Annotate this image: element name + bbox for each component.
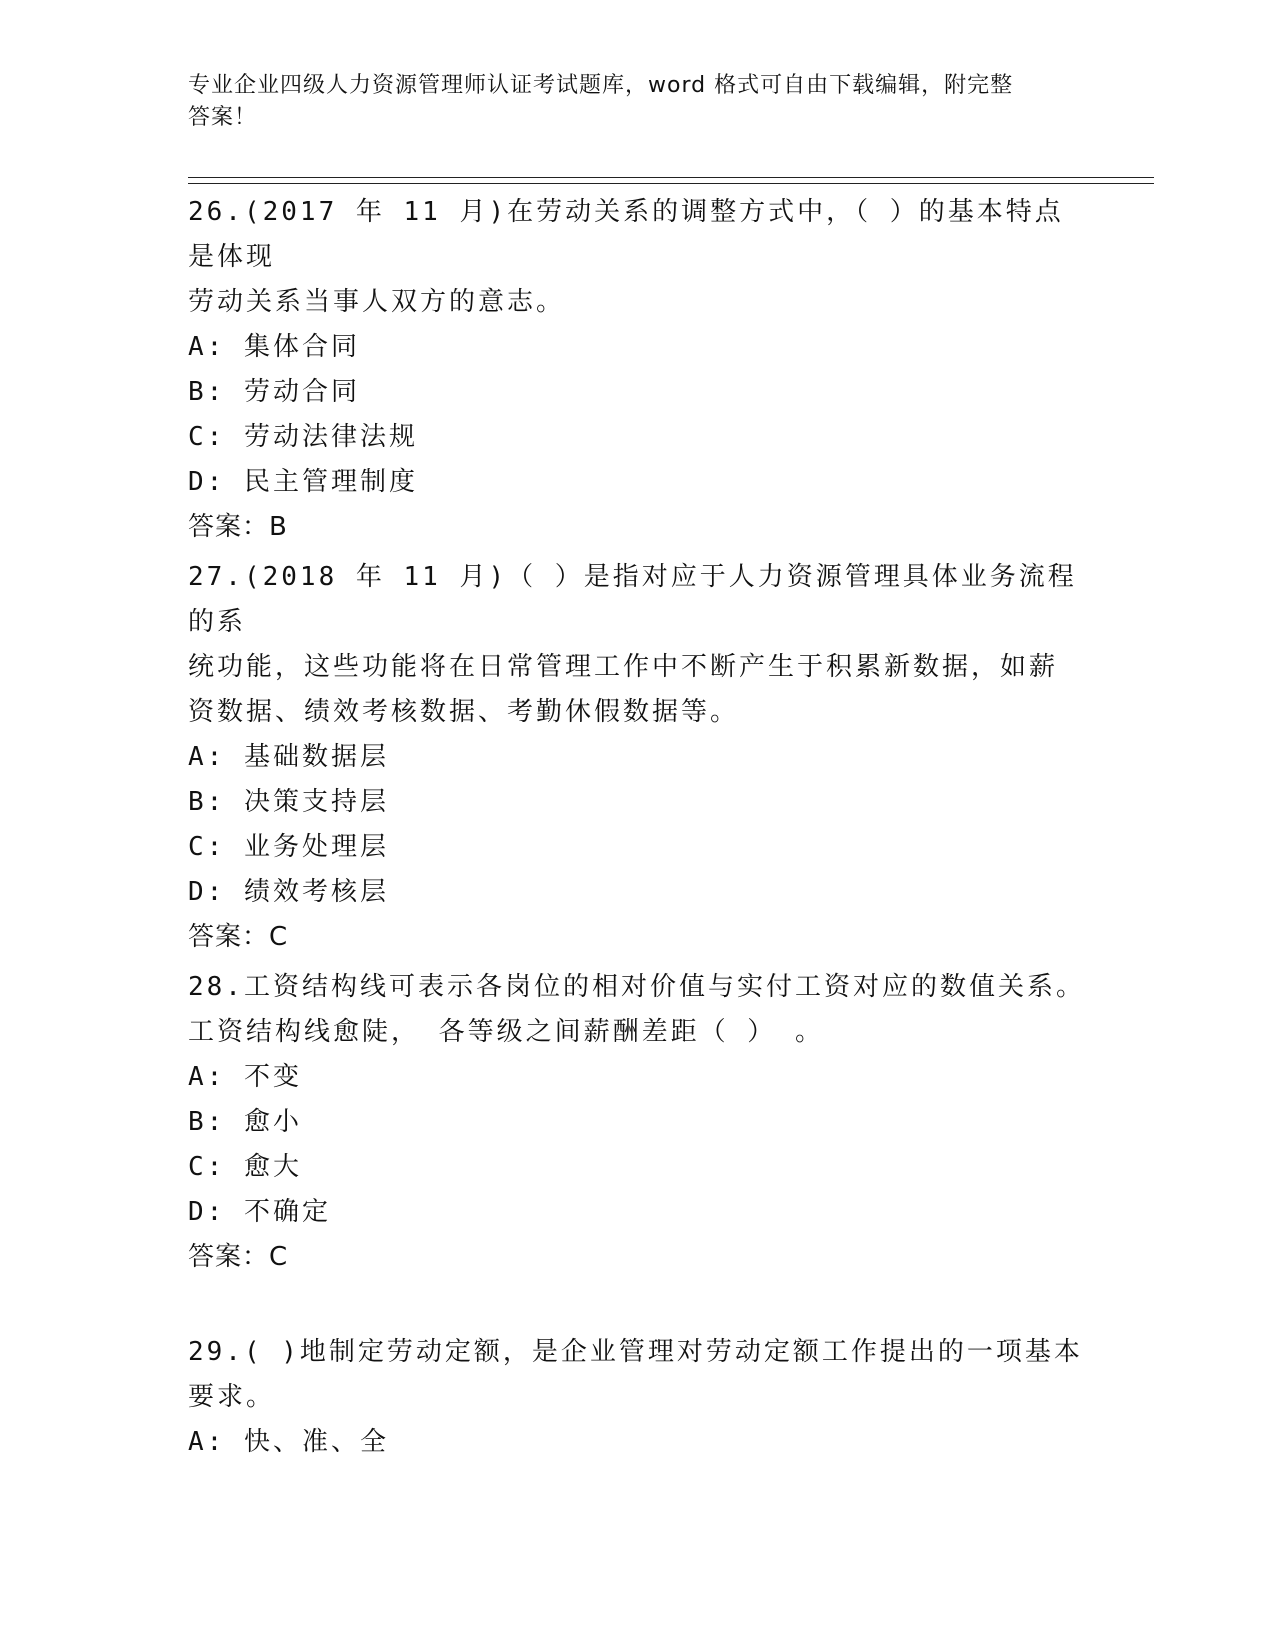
question-27 — [188, 555, 1088, 960]
option-d: D: 绩效考核层 — [188, 877, 389, 907]
answer-label: 答案：C — [188, 922, 289, 952]
header-line-2: 答案！ — [188, 105, 258, 130]
option-a: A: 快、准、全 — [188, 1427, 389, 1457]
option-b: B: 愈小 — [188, 1107, 302, 1137]
question-stem-line: 28.工资结构线可表示各岗位的相对价值与实付工资对应的数值关系。 — [188, 972, 1085, 1002]
option-d: D: 不确定 — [188, 1197, 331, 1227]
header-divider-top — [188, 177, 1154, 178]
question-stem-line: 29.( )地制定劳动定额，是企业管理对劳动定额工作提出的一项基本 — [188, 1337, 1083, 1367]
option-b: B: 决策支持层 — [188, 787, 389, 817]
answer-label: 答案：C — [188, 1242, 289, 1272]
header-line-1: 专业企业四级人力资源管理师认证考试题库，word 格式可自由下载编辑，附完整 — [188, 73, 1014, 98]
answer-label: 答案：B — [188, 512, 288, 542]
option-a: A: 不变 — [188, 1062, 302, 1092]
question-stem-line: 工资结构线愈陡， 各等级之间薪酬差距（ ） 。 — [188, 1017, 824, 1047]
option-d: D: 民主管理制度 — [188, 467, 418, 497]
option-a: A: 基础数据层 — [188, 742, 389, 772]
question-stem-line: 资数据、绩效考核数据、考勤休假数据等。 — [188, 697, 740, 727]
question-29 — [188, 1330, 1088, 1465]
option-c: C: 业务处理层 — [188, 832, 389, 862]
question-stem-line: 26.(2017 年 11 月)在劳动关系的调整方式中，（ ）的基本特点是体现 — [188, 197, 1064, 272]
option-c: C: 愈大 — [188, 1152, 302, 1182]
document-header — [188, 70, 1088, 134]
question-stem-line: 劳动关系当事人双方的意志。 — [188, 287, 566, 317]
question-stem-line: 27.(2018 年 11 月)（ ）是指对应于人力资源管理具体业务流程的系 — [188, 562, 1077, 637]
question-stem-line: 统功能，这些功能将在日常管理工作中不断产生于积累新数据，如薪 — [188, 652, 1059, 682]
question-28 — [188, 965, 1088, 1280]
option-c: C: 劳动法律法规 — [188, 422, 418, 452]
question-stem-line: 要求。 — [188, 1382, 276, 1412]
option-a: A: 集体合同 — [188, 332, 360, 362]
question-26 — [188, 190, 1088, 550]
header-divider-bottom — [188, 183, 1154, 184]
option-b: B: 劳动合同 — [188, 377, 360, 407]
